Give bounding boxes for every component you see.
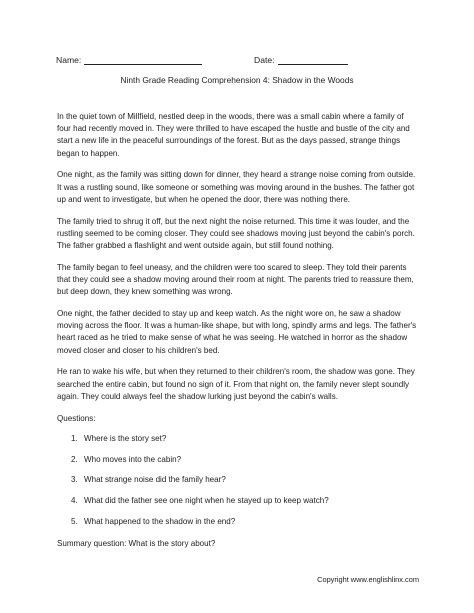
date-blank-line (278, 55, 348, 65)
question-number: 1. (71, 433, 78, 443)
question-text: What did the father see one night when he stayed up to keep watch? (84, 496, 329, 506)
question-text: Who moves into the cabin? (84, 454, 182, 464)
questions-label: Questions: (57, 413, 96, 423)
question-text: What happened to the shadow in the end? (84, 517, 236, 527)
page-title: Ninth Grade Reading Comprehension 4: Shadow in the Woods (120, 75, 354, 85)
question-text: Where is the story set? (84, 433, 167, 443)
question-number: 3. (71, 475, 78, 485)
story-paragraph: One night, as the family was sitting down for dinner, they heard a strange noise coming from outside. It was a rustling sound, like someone or something was moving around in the bushes. The father got up and went to investigate, but when he opened the door, there was nothing there. (57, 170, 416, 204)
question-item (57, 495, 419, 516)
name-label: Name: (56, 55, 82, 65)
question-number: 2. (71, 454, 78, 464)
questions-list (57, 433, 419, 537)
question-item (57, 474, 419, 495)
header-row (56, 55, 436, 69)
story-paragraph: The family began to feel uneasy, and the children were too scared to sleep. They told their parents that they could see a shadow moving around their room at night. The parents tried to reassure them, but deep down, they knew something was wrong. (57, 262, 414, 297)
date-label: Date: (254, 55, 275, 65)
name-field (56, 55, 202, 65)
question-item (57, 516, 419, 537)
story-paragraph: In the quiet town of Millfield, nestled deep in the woods, there was a small cabin where a family of four had recently moved in. They were thrilled to have escaped the hustle and bustle of the city and start a new life in the peaceful surroundings of the forest. But as the days passed, strange things began to happen. (57, 112, 410, 158)
story-paragraph: The family tried to shrug it off, but the next night the noise returned. This time it was louder, and the rustling seemed to be coming closer. They could see shadows moving just beyond the cabin's porch. The father grabbed a flashlight and went outside again, but still found nothing. (57, 216, 415, 251)
question-number: 5. (71, 517, 78, 527)
name-blank-line (84, 55, 202, 65)
date-field (254, 55, 348, 65)
question-text: What strange noise did the family hear? (84, 475, 226, 485)
question-number: 4. (71, 496, 78, 506)
copyright-text: Copyright www.englishlinx.com (317, 575, 419, 584)
story-paragraph: He ran to wake his wife, but when they returned to their children's room, the shadow was gone. They searched the entire cabin, but found no sign of it. From that night on, the family never slept soundly again. They could always feel the shadow lurking just beyond the cabin's walls. (57, 367, 415, 401)
story-body (57, 111, 419, 550)
story-paragraph: One night, the father decided to stay up and keep watch. As the night wore on, he saw a shadow moving across the floor. It was a human-like shape, but with long, spindly arms and legs. The father's heart raced as he tried to make sense of what he was seeing. He watched in horror as the shadow moved closer and closer to his children's bed. (57, 309, 417, 355)
question-item (57, 433, 419, 454)
summary-question: Summary question: What is the story about? (57, 538, 216, 548)
question-item (57, 454, 419, 475)
